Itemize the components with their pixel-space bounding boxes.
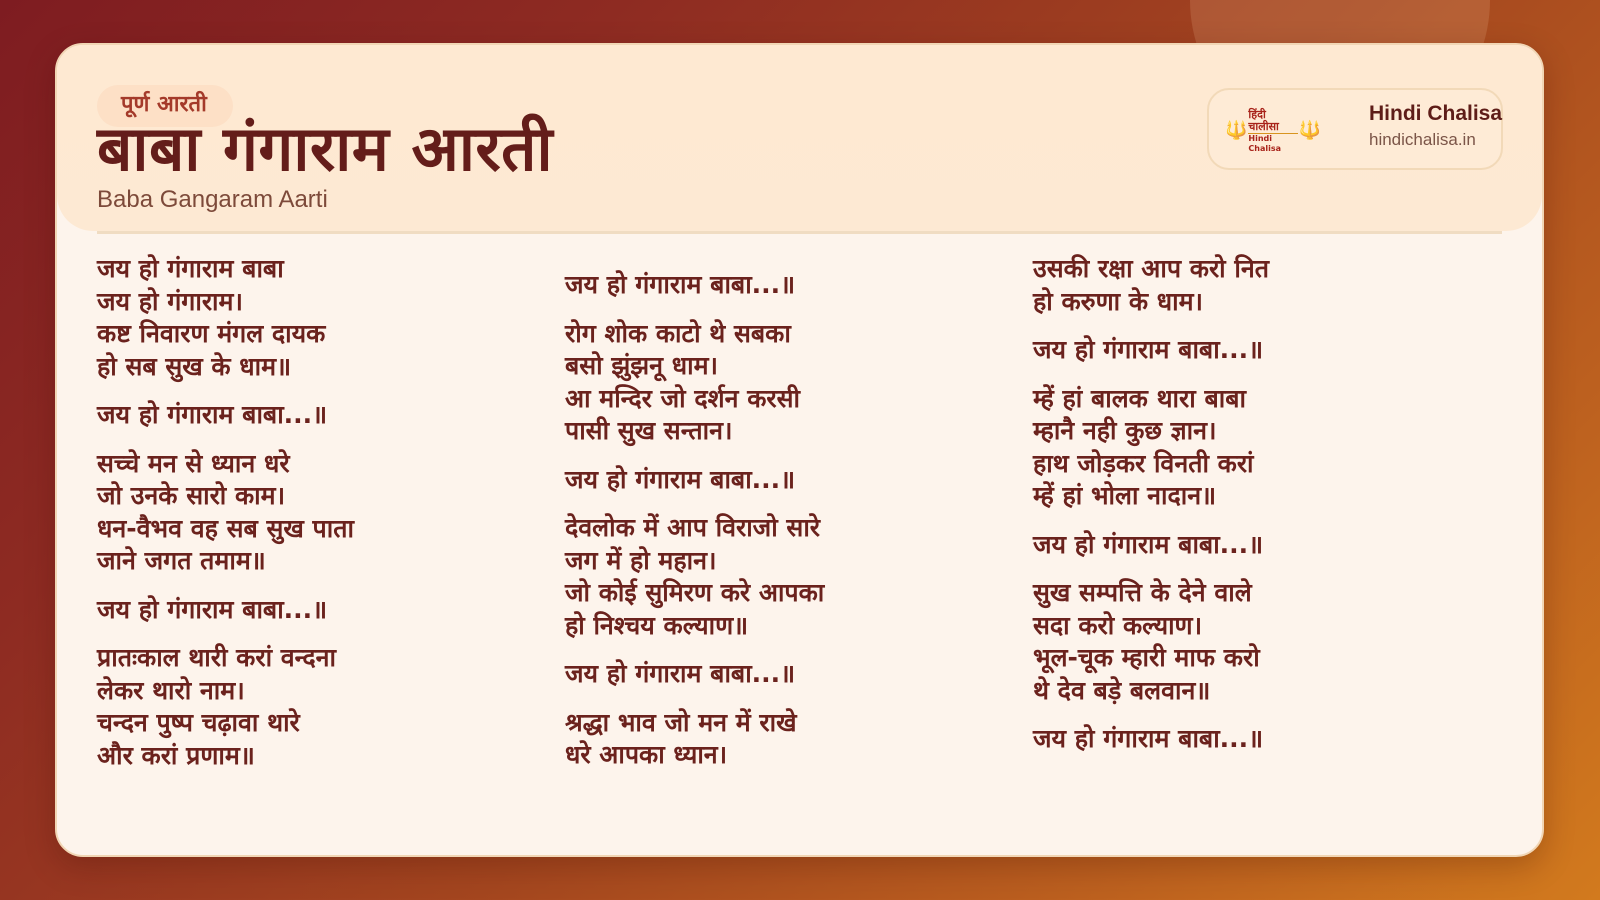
lyric-line: थे देव बड़े बलवान॥ bbox=[1033, 675, 1211, 705]
lyric-line: म्हें हां भोला नादान॥ bbox=[1033, 481, 1217, 510]
lyric-line: जय हो गंगाराम। bbox=[97, 286, 243, 316]
logo-text bbox=[1248, 109, 1297, 154]
trident-icon: 🔱 bbox=[1225, 120, 1248, 141]
lyric-line: जो उनके सारो काम। bbox=[97, 481, 286, 510]
lyric-line: जय हो गंगाराम बाबा...॥ bbox=[565, 270, 796, 299]
stanza bbox=[1033, 253, 1493, 318]
lyric-line: सुख सम्पत्ति के देने वाले bbox=[1033, 578, 1252, 607]
lyric-line: हो करुणा के धाम। bbox=[1033, 286, 1204, 316]
stanza bbox=[97, 253, 565, 383]
lyric-line: प्रातःकाल थारी करां वन्दना bbox=[97, 643, 337, 672]
page-title: बाबा गंगाराम आरती bbox=[97, 112, 554, 185]
lyric-line: बसो झुंझनू धाम। bbox=[565, 351, 719, 380]
lyrics-columns bbox=[97, 253, 1517, 788]
lyric-line: सदा करो कल्याण। bbox=[1033, 610, 1203, 640]
stanza bbox=[97, 448, 565, 578]
lyric-line: देवलोक में आप विराजो सारे bbox=[565, 513, 821, 542]
refrain bbox=[565, 464, 1033, 497]
lyric-line: रोग शोक काटो थे सबका bbox=[565, 318, 791, 348]
lyric-line: जय हो गंगाराम बाबा...॥ bbox=[565, 659, 796, 688]
lyric-line: लेकर थारो नाम। bbox=[97, 675, 245, 705]
refrain bbox=[97, 594, 565, 627]
lyric-line: जय हो गंगाराम बाबा...॥ bbox=[97, 594, 328, 624]
header-divider bbox=[97, 231, 1502, 234]
lyric-line: जय हो गंगाराम बाबा...॥ bbox=[1033, 724, 1264, 753]
lyric-line: धन-वैभव वह सब सुख पाता bbox=[97, 513, 354, 543]
lyric-line: म्हें हां बालक थारा बाबा bbox=[1033, 383, 1246, 413]
lyrics-column-2 bbox=[565, 253, 1033, 788]
brand-name: Hindi Chalisa bbox=[1369, 102, 1503, 125]
refrain bbox=[1033, 334, 1493, 367]
stanza bbox=[1033, 577, 1493, 707]
lyric-line: जग में हो महान। bbox=[565, 545, 717, 575]
stanza bbox=[97, 642, 565, 772]
lyric-line: आ मन्दिर जो दर्शन करसी bbox=[565, 383, 800, 413]
lyric-line: जय हो गंगाराम बाबा...॥ bbox=[1033, 335, 1264, 364]
lyric-line: चन्दन पुष्प चढ़ावा थारे bbox=[97, 708, 300, 737]
lyric-line: धरे आपका ध्यान। bbox=[565, 740, 728, 769]
lyric-line: जय हो गंगाराम बाबा bbox=[97, 254, 284, 283]
aarti-card bbox=[55, 43, 1544, 857]
refrain bbox=[1033, 529, 1493, 562]
trident-icon: 🔱 bbox=[1298, 120, 1321, 141]
stanza bbox=[1033, 383, 1493, 513]
lyric-line: सच्चे मन से ध्यान धरे bbox=[97, 448, 290, 478]
logo-hindi-text: हिंदी चालीसा bbox=[1248, 109, 1297, 134]
lyric-line: हो निश्चय कल्याण॥ bbox=[565, 610, 749, 640]
stanza bbox=[565, 318, 1033, 448]
refrain bbox=[565, 269, 1033, 302]
lyric-line: हाथ जोड़कर विनती करां bbox=[1033, 448, 1254, 478]
lyric-line: श्रद्धा भाव जो मन में राखे bbox=[565, 707, 797, 737]
brand-url[interactable]: hindichalisa.in bbox=[1369, 130, 1476, 149]
lyric-line: उसकी रक्षा आप करो नित bbox=[1033, 254, 1269, 283]
lyric-line: जो कोई सुमिरण करे आपका bbox=[565, 578, 825, 607]
category-badge: पूर्ण आरती bbox=[97, 85, 233, 127]
stanza bbox=[565, 512, 1033, 642]
refrain bbox=[565, 658, 1033, 691]
lyrics-column-3 bbox=[1033, 253, 1493, 788]
lyrics-column-1 bbox=[97, 253, 565, 788]
lyric-line: जय हो गंगाराम बाबा...॥ bbox=[565, 464, 796, 494]
stanza bbox=[565, 707, 1033, 772]
lyric-line: जय हो गंगाराम बाबा...॥ bbox=[97, 400, 328, 429]
lyric-line: म्हानै नही कुछ ज्ञान। bbox=[1033, 416, 1217, 445]
lyric-line: हो सब सुख के धाम॥ bbox=[97, 351, 292, 381]
refrain bbox=[1033, 723, 1493, 756]
card-header bbox=[57, 45, 1542, 231]
refrain bbox=[97, 399, 565, 432]
lyric-line: कष्ट निवारण मंगल दायक bbox=[97, 319, 326, 348]
lyric-line: जय हो गंगाराम बाबा...॥ bbox=[1033, 529, 1264, 559]
brand-box[interactable] bbox=[1207, 88, 1503, 170]
brand-logo bbox=[1225, 107, 1321, 153]
lyric-line: और करां प्रणाम॥ bbox=[97, 740, 255, 770]
lyric-line: भूल-चूक म्हारी माफ करो bbox=[1033, 643, 1260, 672]
lyric-line: जाने जगत तमाम॥ bbox=[97, 546, 266, 575]
logo-english-text: Hindi Chalisa bbox=[1248, 133, 1282, 153]
lyric-line: पासी सुख सन्तान। bbox=[565, 416, 733, 445]
page-subtitle: Baba Gangaram Aarti bbox=[97, 186, 328, 213]
